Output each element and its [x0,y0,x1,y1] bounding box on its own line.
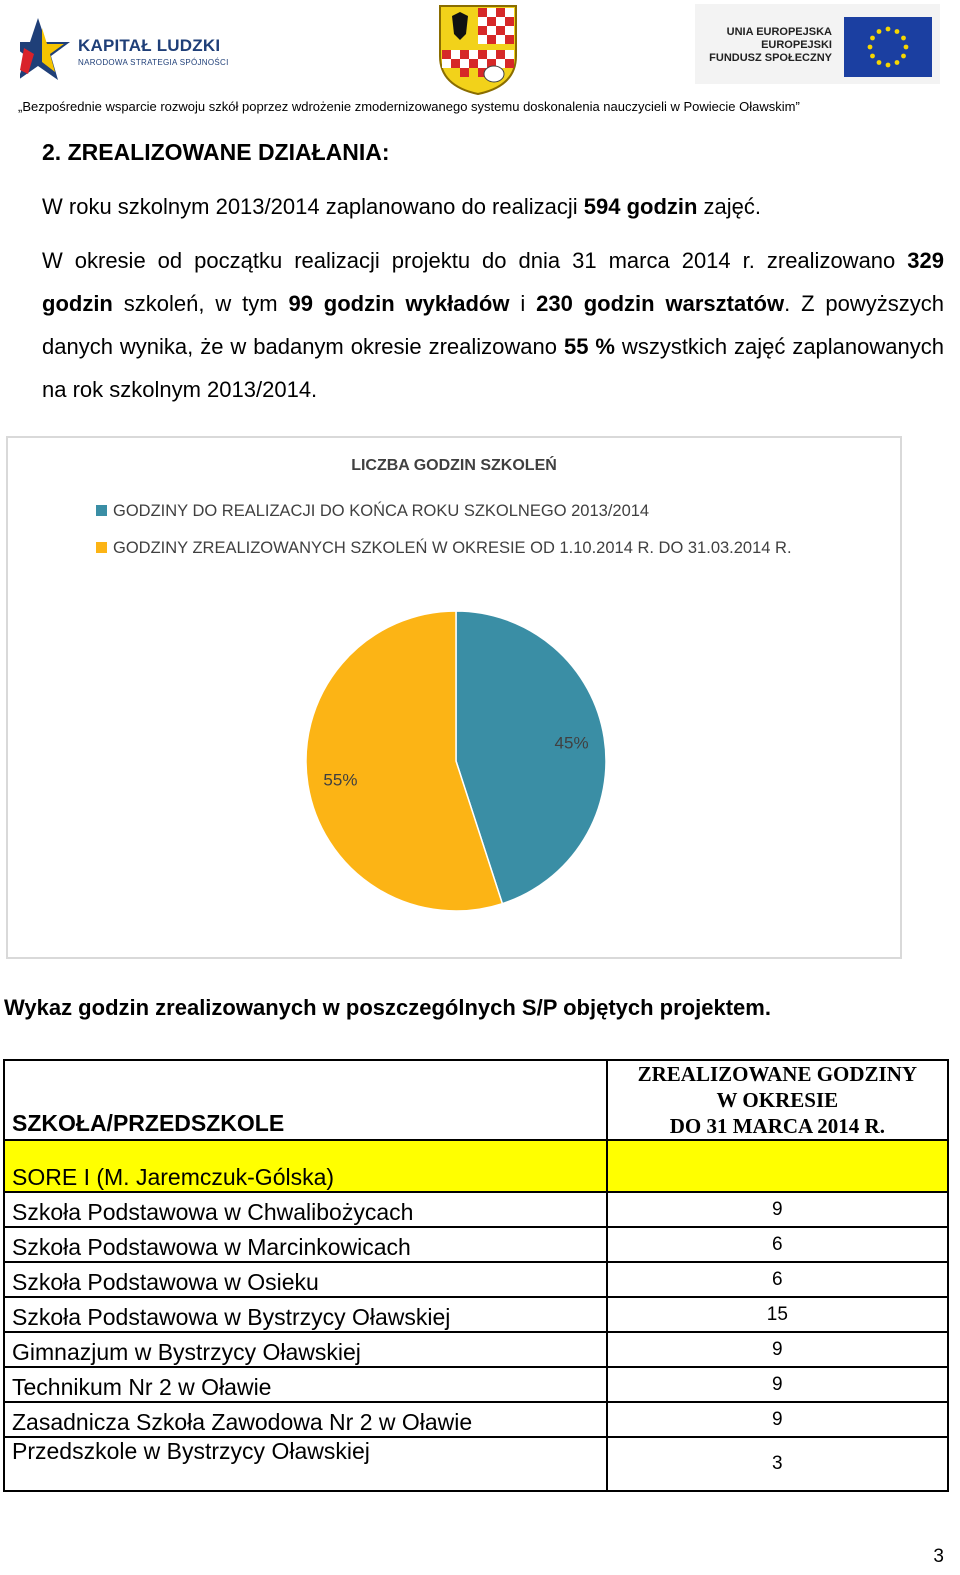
bold-run: 55 % [563,334,615,359]
hours-value: 15 [607,1297,948,1332]
legend-swatch [96,505,107,516]
school-name: Gimnazjum w Bystrzycy Oławskiej [4,1332,607,1367]
legend-item-realized [96,539,792,558]
text-run: szkoleń, w tym [112,291,289,316]
eu-social-fund-logo [695,4,940,84]
legend-item-remaining [96,502,649,521]
hours-value: 9 [607,1192,948,1227]
eu-flag-icon [844,17,932,77]
kapital-ludzki-subtitle: NARODOWA STRATEGIA SPÓJNOŚCI [78,58,229,67]
school-name: Szkoła Podstawowa w Chwalibożycach [4,1192,607,1227]
eu-logo-line: UNIA EUROPEJSKA [726,26,832,38]
group-row [4,1140,948,1192]
bold-run: 329 godzin [42,248,944,316]
bold-run: 99 godzin wykładów [288,291,510,316]
text-run: zajęć. [697,194,762,219]
hours-value: 6 [607,1262,948,1297]
county-crest-icon [438,4,518,96]
table-row [4,1227,948,1262]
table-row [4,1437,948,1491]
header-school: SZKOŁA/PRZEDSZKOLE [4,1060,607,1140]
kapital-ludzki-star-icon [20,14,76,86]
hours-table [3,1059,949,1492]
eu-logo-line: EUROPEJSKI [761,39,832,51]
kapital-ludzki-title: KAPITAŁ LUDZKI [78,36,221,55]
kapital-ludzki-logo [20,10,250,90]
table-row [4,1332,948,1367]
header-hours-line: ZREALIZOWANE GODZINY [637,1062,918,1086]
section-heading: 2. ZREALIZOWANE DZIAŁANIA: [42,139,390,165]
text-run: W roku szkolnym 2013/2014 zaplanowano do realizacji [42,194,584,219]
legend-label: GODZINY DO REALIZACJI DO KOŃCA ROKU SZKOLNEGO 2013/2014 [113,502,650,520]
hours-value: 9 [607,1402,948,1437]
eu-logo-line: FUNDUSZ SPOŁECZNY [709,52,832,64]
school-name: Przedszkole w Bystrzycy Oławskiej [4,1437,607,1491]
paragraph-realized [42,239,944,411]
school-name: Szkoła Podstawowa w Bystrzycy Oławskiej [4,1297,607,1332]
table-row [4,1297,948,1332]
page-number: 3 [933,1546,944,1567]
text-run: wszystkich zajęć zaplanowanych na rok szkolnym 2013/2014. [42,334,944,402]
school-name: Technikum Nr 2 w Oławie [4,1367,607,1402]
table-caption: Wykaz godzin zrealizowanych w poszczególnych S/P objętych projektem. [4,995,771,1020]
group-hours-cell [607,1140,948,1192]
pie-data-label: 55% [323,770,358,790]
bold-run: 230 godzin warsztatów [536,291,785,316]
header-hours [607,1060,948,1140]
hours-value: 6 [607,1227,948,1262]
table-row [4,1192,948,1227]
school-name: Zasadnicza Szkoła Zawodowa Nr 2 w Oławie [4,1402,607,1437]
eu-logo-text [709,26,832,65]
legend-label: GODZINY ZREALIZOWANYCH SZKOLEŃ W OKRESIE OD 1.10.2014 R. DO 31.03.2014 R. [113,539,792,557]
header-hours-line: W OKRESIE [716,1088,839,1112]
hours-value: 3 [607,1437,948,1491]
table-header-row [4,1060,948,1140]
text-run: . Z powyższych danych wynika, że w badanym okresie zrealizowano [42,291,945,359]
chart-title: LICZBA GODZIN SZKOLEŃ [351,457,557,474]
table-row [4,1402,948,1437]
school-name: Szkoła Podstawowa w Marcinkowicach [4,1227,607,1262]
legend-swatch [96,542,107,553]
project-title: „Bezpośrednie wsparcie rozwoju szkół poprzez wdrożenie zmodernizowanego systemu doskonalenia nauczycieli w Powiecie Oławskim” [18,99,800,114]
pie-chart [6,436,902,959]
text-run: i [509,291,537,316]
hours-value: 9 [607,1332,948,1367]
bold-run: 594 godzin [583,194,698,219]
paragraph-planned [42,185,944,228]
group-label: SORE I (M. Jaremczuk-Gólska) [4,1140,607,1192]
pie-data-label: 45% [554,733,589,753]
hours-value: 9 [607,1367,948,1402]
table-row [4,1262,948,1297]
table-row [4,1367,948,1402]
school-name: Szkoła Podstawowa w Osieku [4,1262,607,1297]
header-hours-line: DO 31 MARCA 2014 R. [669,1114,885,1138]
text-run: W okresie od początku realizacji projektu do dnia 31 marca 2014 r. zrealizowano [42,248,908,273]
